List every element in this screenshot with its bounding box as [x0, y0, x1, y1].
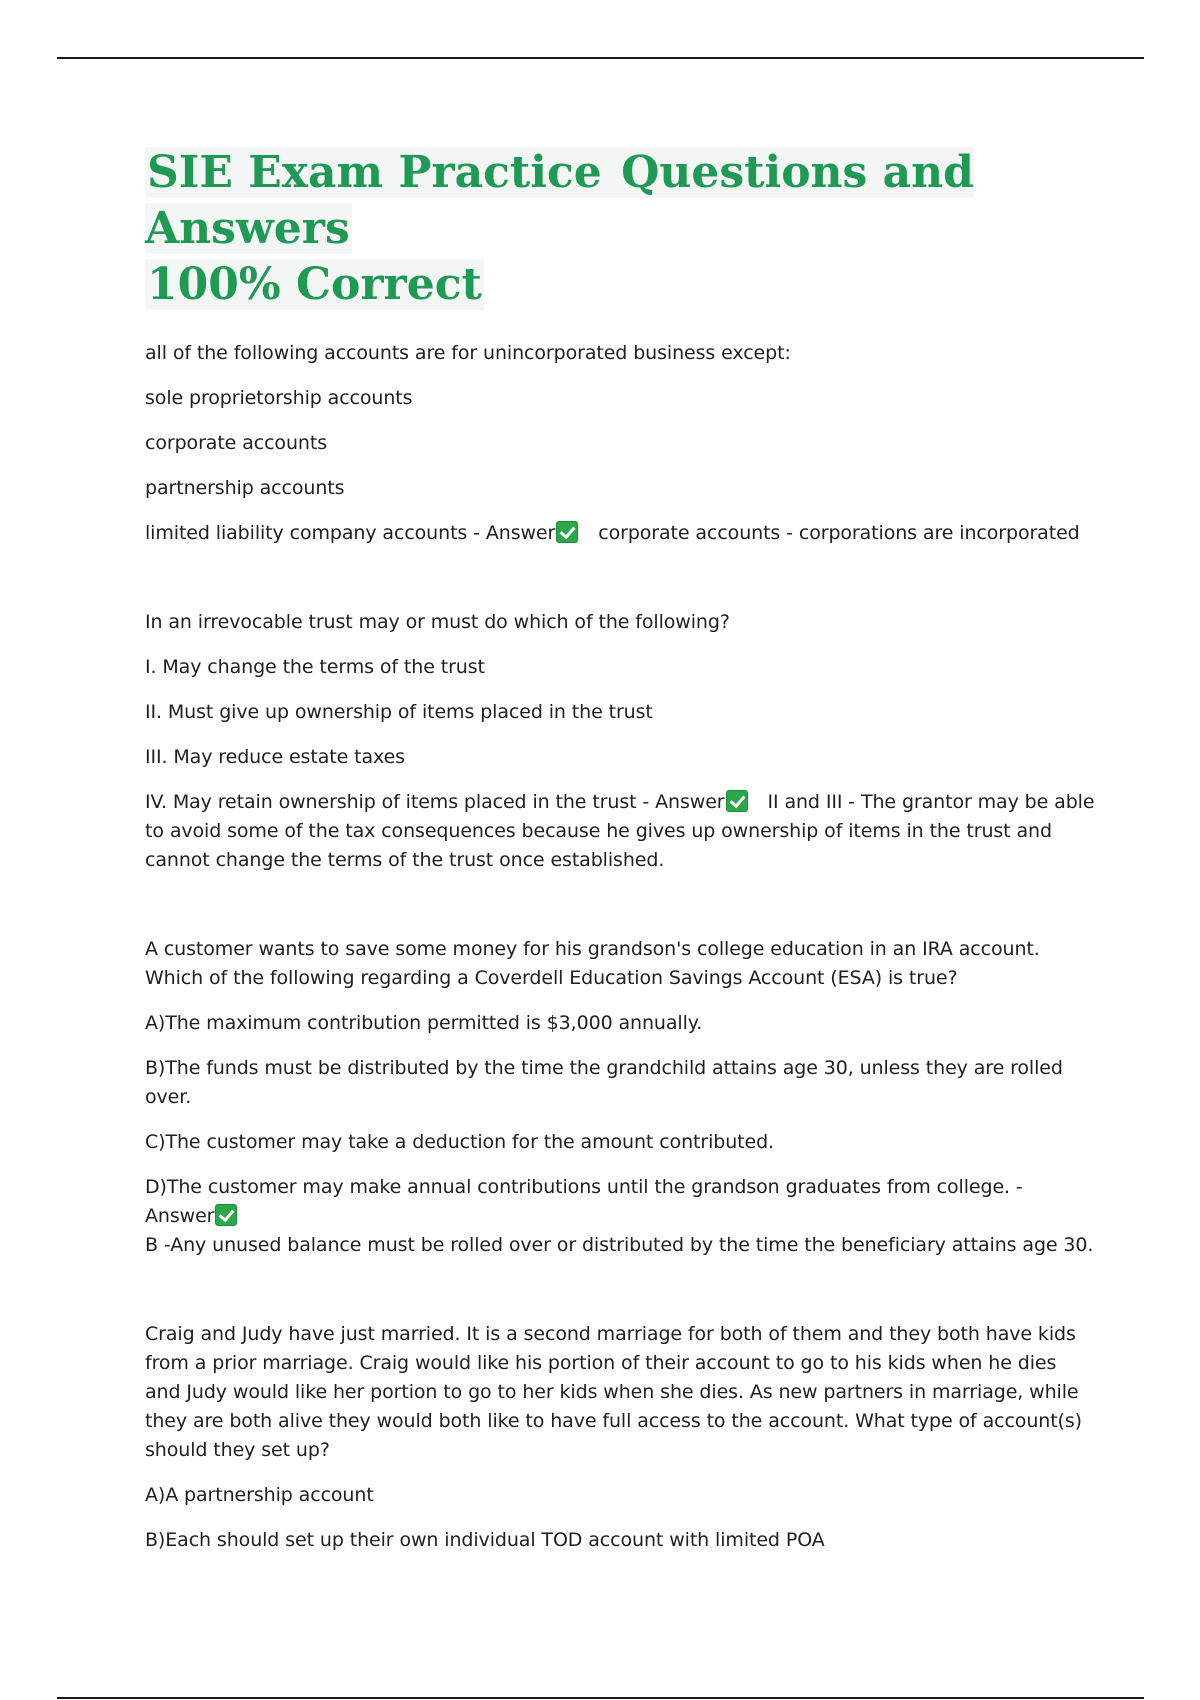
answer-text: B -Any unused balance must be rolled over or distributed by the time the beneficiary attains age 30.: [145, 1234, 1094, 1256]
question-block-1: [145, 339, 1095, 548]
bottom-rule: [57, 1697, 1144, 1699]
option: D)The customer may make annual contributions until the grandson graduates from college. - Answer: [145, 1176, 1023, 1227]
checkmark-icon: [215, 1204, 237, 1226]
option: A)A partnership account: [145, 1484, 374, 1506]
question-block-4: [145, 1320, 1095, 1555]
option: IV. May retain ownership of items placed in the trust - Answer: [145, 791, 725, 813]
title-part-2: Questions and Answers: [145, 147, 974, 254]
option: B)Each should set up their own individual TOD account with limited POA: [145, 1529, 825, 1551]
page-title: [145, 145, 1095, 313]
option: limited liability company accounts - Answer: [145, 522, 556, 544]
option: C)The customer may take a deduction for the amount contributed.: [145, 1131, 774, 1153]
checkmark-icon: [556, 521, 578, 543]
title-part-1: SIE Exam Practice: [147, 147, 618, 198]
question-text: A customer wants to save some money for his grandson's college education in an IRA account. Which of the following regarding a Coverdell Education Savings Account (ESA) is true?: [145, 938, 1040, 989]
answer-text: corporate accounts - corporations are incorporated: [598, 522, 1080, 544]
question-text: Craig and Judy have just married. It is a second marriage for both of them and they both have kids from a prior marriage. Craig would like his portion of their account to go to his kids when he dies and Judy would like her portion to go to her kids when she dies. As new partners in marriage, while they are both alive they would both like to have full access to the account. What type of account(s) should they set up?: [145, 1323, 1082, 1461]
question-block-3: [145, 935, 1095, 1260]
option: II. Must give up ownership of items placed in the trust: [145, 701, 653, 723]
question-text: all of the following accounts are for unincorporated business except:: [145, 342, 791, 364]
answer-text: II and III - The grantor may be able to avoid some of the tax consequences because he gives up ownership of items in the trust and cannot change the terms of the trust once established.: [145, 791, 1095, 871]
question-block-2: [145, 608, 1095, 875]
answer-line: [145, 1173, 1095, 1260]
answer-line: [145, 788, 1095, 875]
answer-line: [145, 519, 1095, 548]
option: B)The funds must be distributed by the time the grandchild attains age 30, unless they are rolled over.: [145, 1057, 1063, 1108]
option: partnership accounts: [145, 477, 345, 499]
option: III. May reduce estate taxes: [145, 746, 405, 768]
top-rule: [57, 57, 1144, 59]
option: I. May change the terms of the trust: [145, 656, 485, 678]
option: sole proprietorship accounts: [145, 387, 413, 409]
option: corporate accounts: [145, 432, 327, 454]
option: A)The maximum contribution permitted is $3,000 annually.: [145, 1012, 703, 1034]
title-part-3: 100% Correct: [147, 259, 482, 310]
document-body: [145, 145, 1095, 1615]
checkmark-icon: [726, 790, 748, 812]
question-text: In an irrevocable trust may or must do which of the following?: [145, 611, 730, 633]
